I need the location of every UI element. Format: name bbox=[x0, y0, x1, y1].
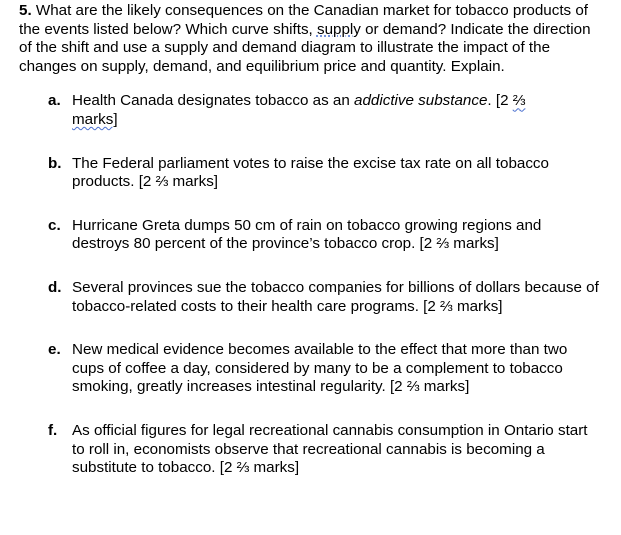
spellcheck-marks: marks] bbox=[72, 110, 118, 128]
item-text: Hurricane Greta dumps 50 cm of rain on tobacco growing regions and destroys 80 percent of the province’s tobacco crop. [2 ⅔ marks] bbox=[72, 216, 542, 253]
item-letter: f. bbox=[48, 421, 58, 439]
question-number: 5. bbox=[19, 2, 32, 19]
item-text: As official figures for legal recreational cannabis consumption in Ontario start to roll in, economists observe that recreational cannabis is becoming a substitute to tobacco. [2 ⅔ marks] bbox=[72, 421, 588, 477]
item-text: New medical evidence becomes available to the effect that more than two cups of coffee a day, considered by many to be a complement to tobacco smoking, greatly increases intestinal regularity. [2 ⅔ marks] bbox=[72, 341, 568, 396]
item-text: Several provinces sue the tobacco companies for billions of dollars because of tobacco-related costs to their health care programs. [2 ⅔ marks] bbox=[72, 278, 599, 315]
list-item-e bbox=[19, 341, 602, 397]
list-item-d bbox=[19, 279, 602, 316]
list-item-a bbox=[19, 92, 602, 129]
item-emphasis: addictive substance bbox=[354, 92, 488, 110]
question-5 bbox=[19, 2, 605, 76]
item-text: The Federal parliament votes to raise the excise tax rate on all tobacco products. [2 ⅔ marks] bbox=[72, 154, 549, 191]
item-letter: a. bbox=[48, 92, 61, 110]
item-letter: c. bbox=[48, 216, 61, 234]
item-text: Health Canada designates tobacco as an bbox=[72, 92, 355, 110]
item-letter: b. bbox=[48, 154, 62, 172]
question-text-part-1: What are the likely consequences on the Canadian market for tobacco products of the events listed below? Which curve shifts, bbox=[19, 2, 589, 38]
list-item-c bbox=[19, 217, 602, 254]
list-item-f bbox=[19, 422, 602, 478]
spellcheck-word-supply: supply bbox=[316, 20, 361, 38]
spellcheck-fraction: ⅔ bbox=[512, 92, 526, 110]
list-item-b bbox=[19, 155, 602, 192]
question-text-part-2: or demand? Indicate the direction of the shift and use a supply and demand diagram to illustrate the impact of the changes on supply, demand, and equilibrium price and quantity. Explain. bbox=[19, 20, 591, 75]
item-text-tail: . [2 bbox=[487, 92, 513, 110]
event-list bbox=[19, 92, 613, 477]
item-letter: e. bbox=[48, 341, 61, 359]
item-letter: d. bbox=[48, 278, 62, 296]
